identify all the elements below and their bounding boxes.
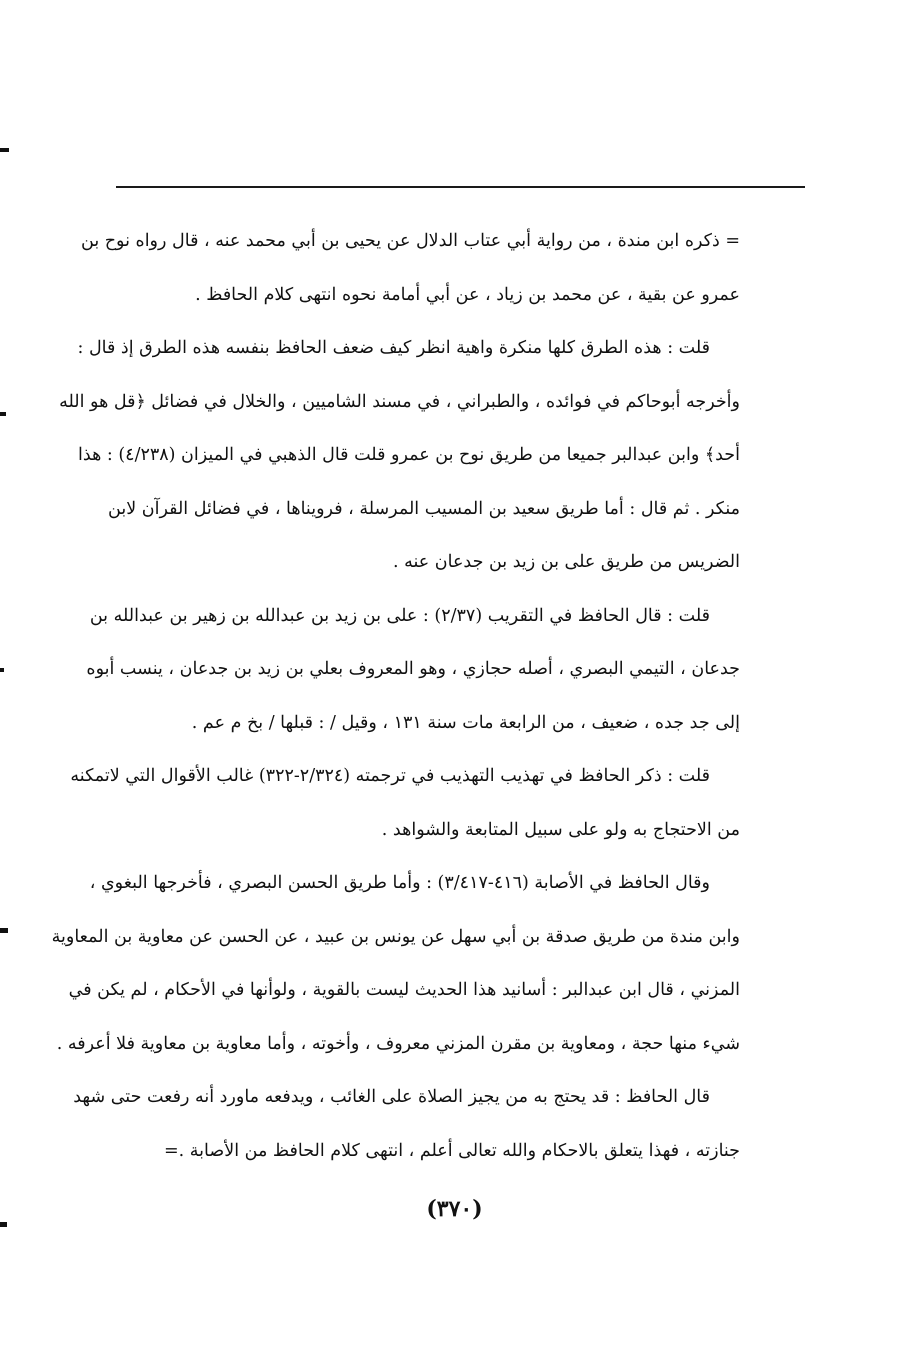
text-line: وابن مندة من طريق صدقة بن أبي سهل عن يونس بن عبيد ، عن الحسن عن معاوية بن المعاوية bbox=[51, 926, 740, 947]
text-line: = ذكره ابن مندة ، من رواية أبي عتاب الدلال عن يحيى بن أبي محمد عنه ، قال رواه نوح بن bbox=[81, 231, 740, 251]
text-line: منكر . ثم قال : أما طريق سعيد بن المسيب المرسلة ، فرويناها ، في فضائل القرآن لابن bbox=[108, 498, 740, 519]
text-line: قلت : هذه الطرق كلها منكرة واهية انظر كيف ضعف الحافظ بنفسه هذه الطرق إذ قال : bbox=[77, 338, 710, 358]
text-line: جنازته ، فهذا يتعلق بالاحكام والله تعالى أعلم ، انتهى كلام الحافظ من الأصابة .= bbox=[163, 1140, 740, 1161]
text-line: شيء منها حجة ، ومعاوية بن مقرن المزني معروف ، وأخوته ، وأما معاوية بن معاوية فلا أعرفه . bbox=[56, 1033, 740, 1054]
text-line: جدعان ، التيمي البصري ، أصله حجازي ، وهو المعروف بعلي بن زيد بن جدعان ، ينسب أبوه bbox=[86, 659, 740, 679]
text-line: عمرو عن بقية ، عن محمد بن زياد ، عن أبي أمامة نحوه انتهى كلام الحافظ . bbox=[195, 284, 740, 305]
page-number: (٣٧٠) bbox=[426, 1196, 483, 1222]
scan-edge-mark bbox=[0, 668, 4, 672]
text-line: قال الحافظ : قد يحتج به من يجيز الصلاة على الغائب ، ويدفعه ماورد أنه رفعت حتى شهد bbox=[73, 1087, 710, 1107]
text-line: من الاحتجاج به ولو على سبيل المتابعة والشواهد . bbox=[381, 819, 740, 840]
text-line: وأخرجه أبوحاكم في فوائده ، والطبراني ، في مسند الشاميين ، والخلال في فضائل ﴿قل هو الله bbox=[59, 391, 740, 412]
text-line: المزني ، قال ابن عبدالبر : أسانيد هذا الحديث ليست بالقوية ، ولوأنها في الأحكام ، لم يكن في bbox=[68, 980, 740, 1000]
scan-edge-mark bbox=[0, 928, 8, 933]
text-line: قلت : قال الحافظ في التقريب (٢/٣٧) : على بن زيد بن عبدالله بن زهير بن عبدالله بن bbox=[89, 605, 710, 626]
text-line: الضريس من طريق على بن زيد بن جدعان عنه . bbox=[392, 552, 740, 572]
scan-edge-mark bbox=[0, 1222, 7, 1227]
body-text bbox=[51, 215, 740, 1178]
scan-edge-mark bbox=[0, 148, 9, 152]
text-line: أحد﴾ وابن عبدالبر جميعا من طريق نوح بن عمرو قلت قال الذهبي في الميزان (٤/٢٣٨) : هذا bbox=[78, 445, 740, 465]
header-rule bbox=[116, 186, 805, 188]
text-line: قلت : ذكر الحافظ في تهذيب التهذيب في ترجمته (٢/٣٢٤-٣٢٢) غالب الأقوال التي لاتمكنه bbox=[70, 766, 710, 786]
scan-edge-mark bbox=[0, 412, 6, 416]
text-line: وقال الحافظ في الأصابة (٤١٦-٣/٤١٧) : وأما طريق الحسن البصري ، فأخرجها البغوي ، bbox=[89, 873, 710, 893]
text-line: إلى جد جده ، ضعيف ، من الرابعة مات سنة ١٣١ ، وقيل / : قبلها / بخ م عم . bbox=[191, 712, 740, 733]
